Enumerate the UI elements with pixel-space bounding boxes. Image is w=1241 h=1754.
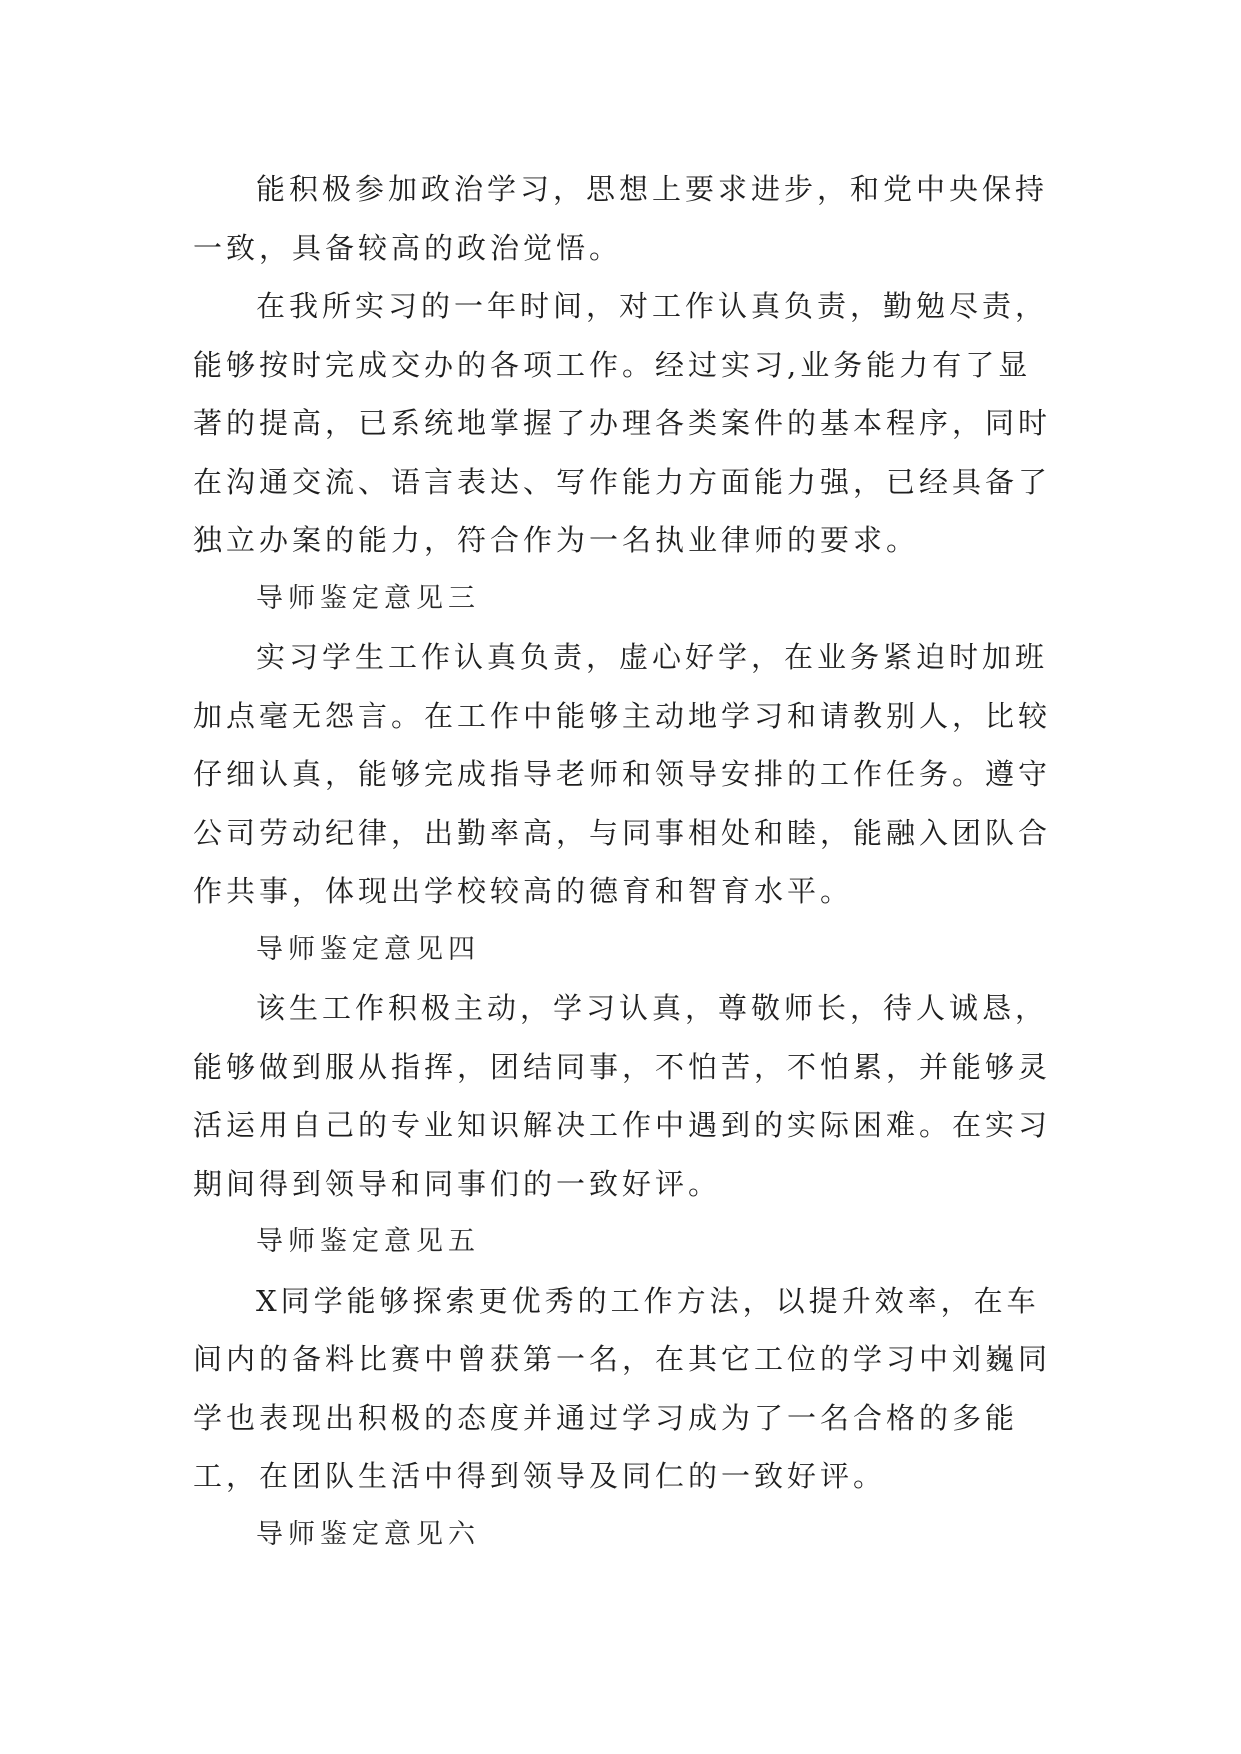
paragraph-line: 期间得到领导和同事们的一致好评。 <box>193 1166 722 1201</box>
section-heading: 导师鉴定意见五 <box>256 1226 480 1257</box>
section-heading: 导师鉴定意见六 <box>256 1518 480 1550</box>
paragraph-line: 作共事，体现出学校较高的德育和智育水平。 <box>193 874 854 908</box>
paragraph-line: X同学能够探索更优秀的工作方法，以提升效率，在车 <box>256 1283 1040 1318</box>
section-heading: 导师鉴定意见三 <box>256 582 480 614</box>
paragraph-line: 仔细认真，能够完成指导老师和领导安排的工作任务。遵守 <box>193 757 1052 791</box>
paragraph-line: 间内的备料比赛中曾获第一名，在其它工位的学习中刘巍同 <box>193 1342 1052 1376</box>
paragraph-line: 能够按时完成交办的各项工作。经过实习,业务能力有了显 <box>193 347 1032 382</box>
paragraph-line: 活运用自己的专业知识解决工作中遇到的实际困难。在实习 <box>193 1108 1052 1142</box>
section <box>193 921 1173 1214</box>
paragraph-line: 在我所实习的一年时间，对工作认真负责，勤勉尽责， <box>256 289 1049 323</box>
section <box>193 1506 1173 1565</box>
document-body <box>193 160 1173 1564</box>
paragraph-line: 该生工作积极主动，学习认真，尊敬师长，待人诚恳， <box>256 991 1049 1025</box>
section <box>193 570 1173 921</box>
section <box>193 1213 1173 1506</box>
paragraph-line: 能够做到服从指挥，团结同事，不怕苦，不怕累，并能够灵 <box>193 1049 1052 1084</box>
paragraph-line: 学也表现出积极的态度并通过学习成为了一名合格的多能 <box>193 1400 1019 1435</box>
paragraph-line: 一致，具备较高的政治觉悟。 <box>193 230 623 265</box>
paragraph-line: 工，在团队生活中得到领导及同仁的一致好评。 <box>193 1459 887 1493</box>
paragraph-line: 独立办案的能力，符合作为一名执业律师的要求。 <box>193 523 920 557</box>
paragraph-line: 实习学生工作认真负责，虚心好学，在业务紧迫时加班 <box>256 640 1049 674</box>
paragraph-line: 在沟通交流、语言表达、写作能力方面能力强，已经具备了 <box>193 464 1052 499</box>
section-heading: 导师鉴定意见四 <box>256 933 480 965</box>
paragraph-line: 加点毫无怨言。在工作中能够主动地学习和请教别人，比较 <box>193 698 1052 733</box>
paragraph-line: 公司劳动纪律，出勤率高，与同事相处和睦，能融入团队合 <box>193 815 1052 850</box>
paragraph <box>193 160 1173 277</box>
paragraph <box>193 277 1173 570</box>
paragraph-line: 能积极参加政治学习，思想上要求进步，和党中央保持 <box>256 172 1049 206</box>
paragraph-line: 著的提高，已系统地掌握了办理各类案件的基本程序，同时 <box>193 406 1052 440</box>
